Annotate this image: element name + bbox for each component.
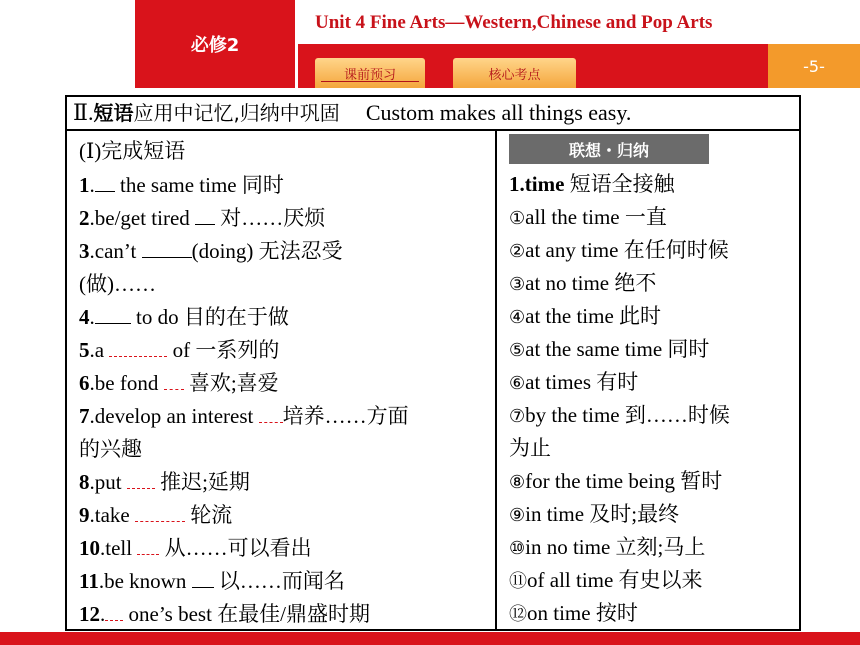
phrase-item: ⑪of all time 有史以来 <box>509 568 703 592</box>
phrase-item: ④at the time 此时 <box>509 304 662 328</box>
phrase-item: ⑩in no time 立刻;马上 <box>509 535 706 559</box>
section-title <box>73 99 631 127</box>
phrase-item: ⑫on time 按时 <box>509 601 638 625</box>
answer-blank[interactable] <box>259 404 283 423</box>
phrase-item-continuation: 为止 <box>509 436 551 460</box>
phrase-item: ③at no time 绝不 <box>509 271 657 295</box>
tab-core-points-label: 核心考点 <box>488 67 541 83</box>
tab-preview-label: 课前预习 <box>343 67 396 83</box>
list-item: 8.put 推迟;延期 <box>79 470 250 494</box>
right-heading: 1.time 短语全接触 <box>509 172 675 196</box>
list-item: 5.a of 一系列的 <box>79 338 280 362</box>
list-item-continuation: 的兴趣 <box>79 437 142 461</box>
phrase-item: ②at any time 在任何时候 <box>509 238 729 262</box>
column-divider <box>495 131 497 629</box>
answer-blank[interactable] <box>164 371 184 390</box>
book-label-text: 必修2 <box>190 35 240 56</box>
unit-title: Unit 4 Fine Arts—Western,Chinese and Pop Arts <box>315 12 713 33</box>
list-item: 9.take 轮流 <box>79 503 233 527</box>
tab-preview[interactable] <box>315 58 425 88</box>
list-item: 4. to do 目的在于做 <box>79 305 289 329</box>
list-item: 12. one’s best 在最佳/鼎盛时期 <box>79 602 370 626</box>
phrase-item: ⑧for the time being 暂时 <box>509 469 723 493</box>
answer-blank[interactable] <box>109 338 167 357</box>
list-item: 7.develop an interest 培养……方面 <box>79 404 409 428</box>
section-title-bold: 短语 <box>93 101 134 125</box>
left-subtitle: (Ⅰ)完成短语 <box>79 139 186 163</box>
bottom-bar <box>0 632 860 645</box>
association-badge: 联想・归纳 <box>509 134 709 164</box>
section-header <box>67 97 799 131</box>
list-item: 2.be/get tired 对……厌烦 <box>79 206 326 230</box>
phrase-item: ①all the time 一直 <box>509 205 667 229</box>
list-item: 6.be fond 喜欢;喜爱 <box>79 371 279 395</box>
list-item: 3.can’t (doing) 无法忍受 <box>79 239 343 263</box>
phrase-item: ⑦by the time 到……时候 <box>509 403 730 427</box>
list-item: 1. the same time 同时 <box>79 173 284 197</box>
section-title-rest: 应用中记忆,归纳中巩固 <box>133 101 340 125</box>
phrase-item: ⑥at times 有时 <box>509 370 639 394</box>
answer-blank[interactable] <box>142 239 192 258</box>
answer-blank[interactable] <box>95 173 115 192</box>
content-table <box>65 95 801 631</box>
list-item-continuation: (做)…… <box>79 272 156 296</box>
answer-blank[interactable] <box>135 503 185 522</box>
list-item: 11.be known 以……而闻名 <box>79 569 345 593</box>
answer-blank[interactable] <box>95 305 131 324</box>
phrase-item: ⑨in time 及时;最终 <box>509 502 680 526</box>
phrase-item: ⑤at the same time 同时 <box>509 337 710 361</box>
list-item: 10.tell 从……可以看出 <box>79 536 312 560</box>
book-label <box>135 0 295 88</box>
answer-blank[interactable] <box>192 569 214 588</box>
section-motto: Custom makes all things easy. <box>365 100 632 125</box>
page-number: -5- <box>768 44 860 88</box>
answer-blank[interactable] <box>195 206 215 225</box>
answer-blank[interactable] <box>105 602 123 621</box>
answer-blank[interactable] <box>137 536 159 555</box>
answer-blank[interactable] <box>127 470 155 489</box>
tab-core-points[interactable] <box>453 58 576 88</box>
section-roman: Ⅱ. <box>73 100 94 125</box>
